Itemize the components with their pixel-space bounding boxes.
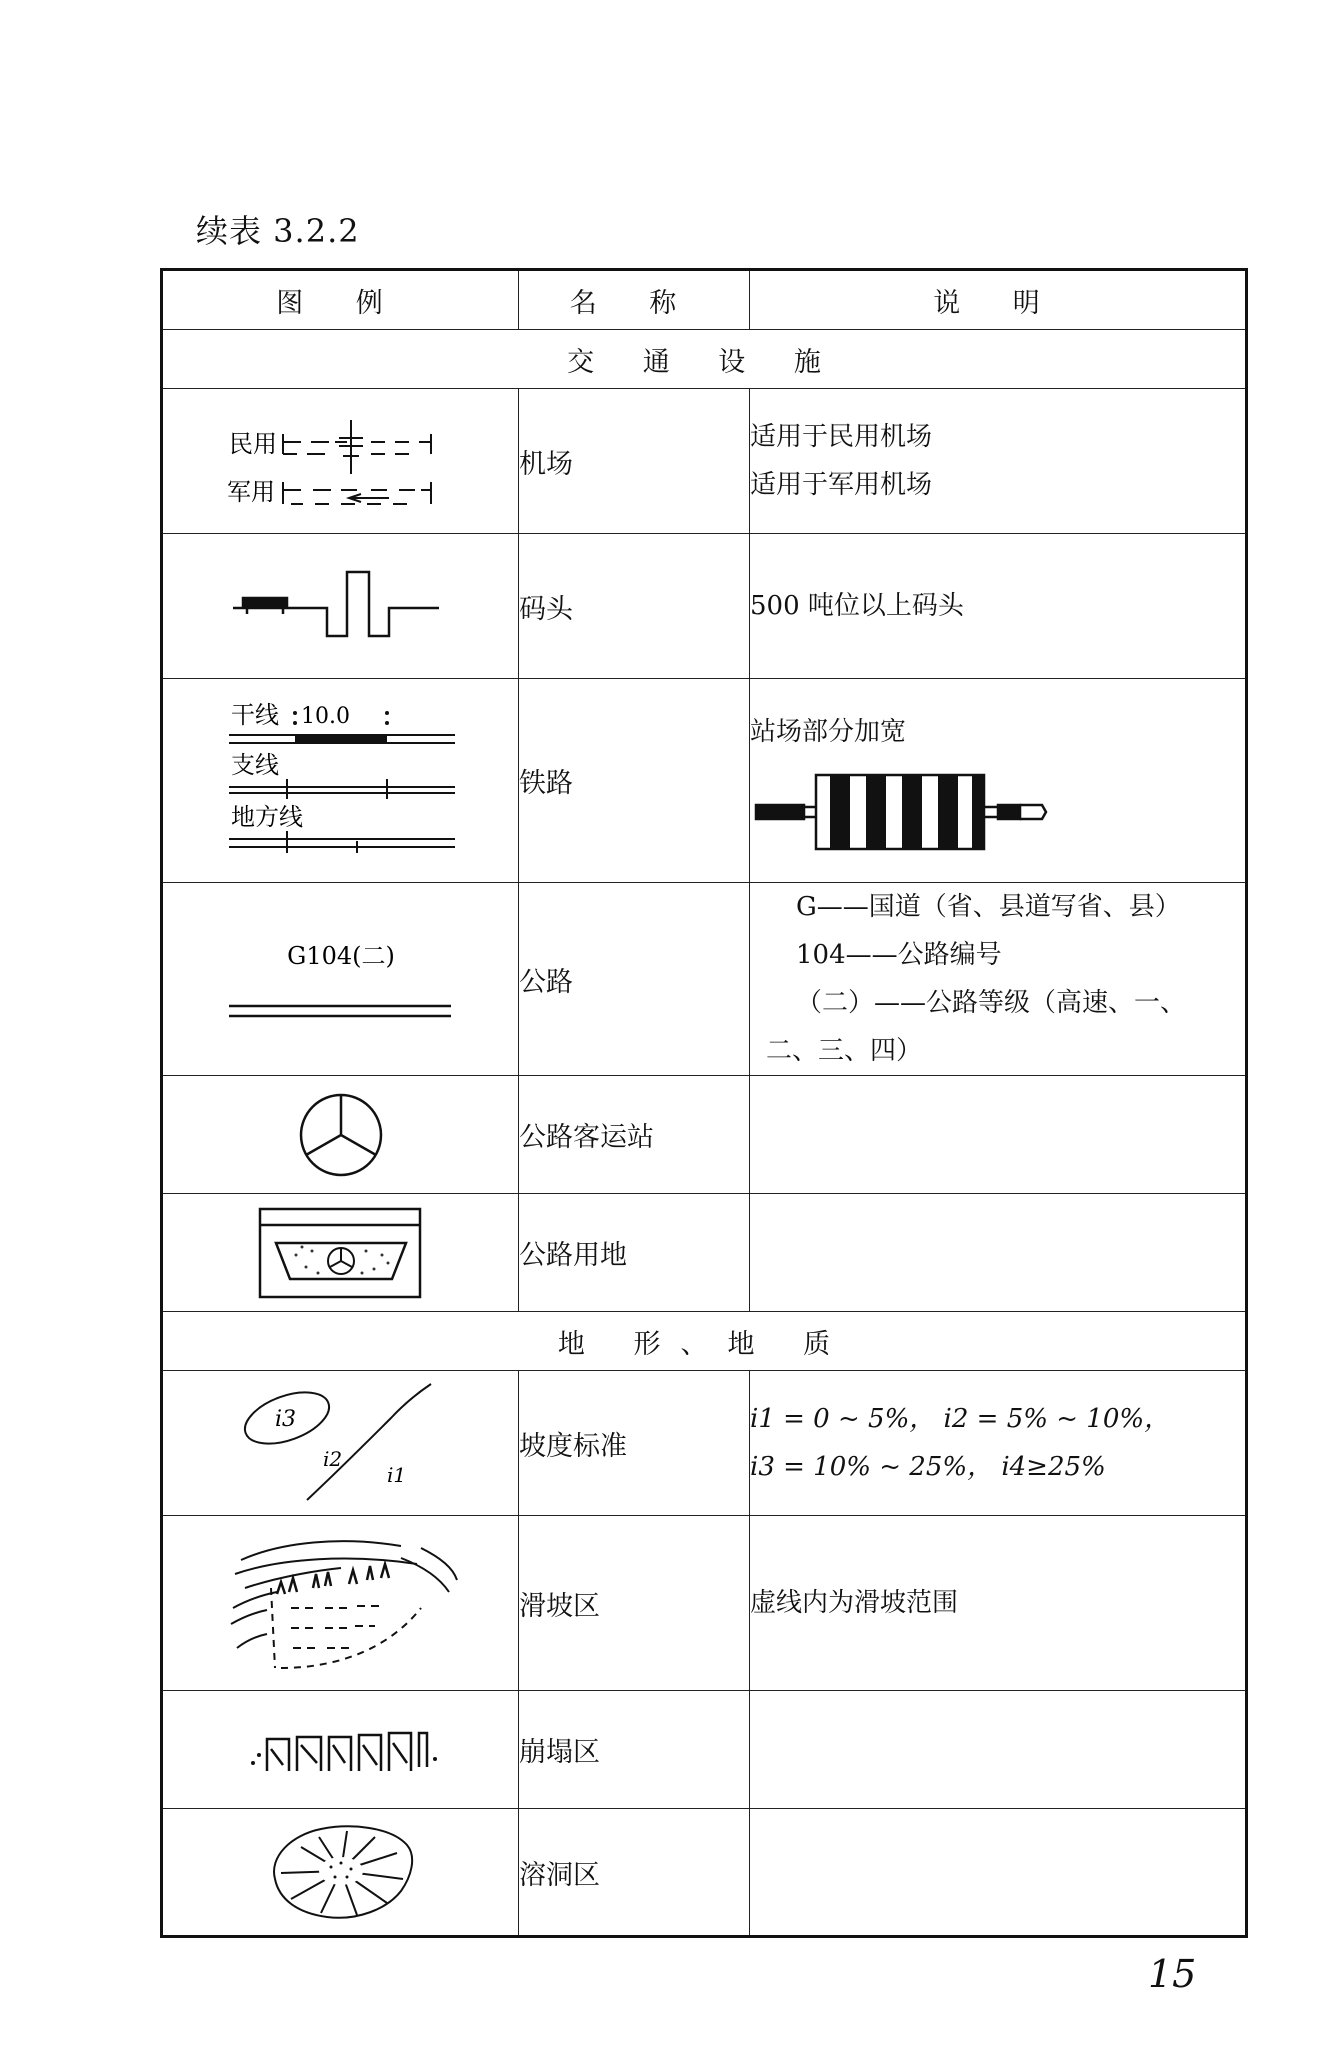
railway-desc: 站场部分加宽 [750,717,907,748]
collapse-name: 崩塌区 [519,1691,750,1809]
table-caption: 续表 3.2.2 [196,212,360,250]
slope-desc-line2: i3 = 10% ~ 25%， i4≥25% [750,1452,1106,1483]
table-row [162,1076,1247,1194]
header-description: 说 明 [750,270,1247,330]
table-row [162,1691,1247,1809]
road-land-name: 公路用地 [519,1194,750,1312]
wharf-description [750,534,1247,679]
landslide-symbol [162,1516,519,1691]
table-row [162,1371,1247,1516]
slope-i3-label: i3 [274,1407,296,1433]
airport-desc-civil: 适用于民用机场 [750,421,933,452]
slope-i1-label: i1 [386,1463,406,1488]
wharf-desc: 500 吨位以上码头 [750,590,964,621]
wharf-symbol [162,534,519,679]
karst-name: 溶洞区 [519,1809,750,1937]
airport-desc-military: 适用于军用机场 [750,470,933,500]
table-row [162,1809,1247,1937]
section-title-transport: 交 通 设 施 [162,330,1247,389]
highway-desc-line1: G——国道（省、县道写省、县） [796,892,1181,922]
road-land-description [750,1194,1247,1312]
landslide-desc: 虚线内为滑坡范围 [750,1588,959,1619]
section-title-terrain: 地 形、地 质 [162,1312,1247,1371]
highway-symbol [162,883,519,1076]
airport-military-label: 军用 [226,478,275,506]
railway-description [750,679,1247,883]
header-row [162,270,1247,330]
station-widening-icon [750,767,1050,857]
airport-symbol [162,389,519,534]
bus-station-description [750,1076,1247,1194]
table-row [162,534,1247,679]
highway-desc-line2: 104——公路编号 [796,940,1002,971]
landslide-description [750,1516,1247,1691]
slope-i2-label: i2 [322,1447,342,1472]
legend-table [160,268,1248,1938]
slope-symbol [162,1371,519,1516]
header-symbol: 图 例 [162,270,519,330]
airport-description [750,389,1247,534]
railway-main-interval: 10.0 [300,703,350,729]
karst-description [750,1809,1247,1937]
bus-station-symbol [162,1076,519,1194]
table-row [162,679,1247,883]
highway-desc-line4: 二、三、四） [766,1036,923,1067]
highway-desc-line3: （二）——公路等级（高速、一、 [796,988,1187,1019]
karst-symbol [162,1809,519,1937]
collapse-description [750,1691,1247,1809]
bus-station-name: 公路客运站 [519,1076,750,1194]
airport-name: 机场 [519,389,750,534]
railway-local-label: 地方线 [230,802,303,831]
railway-name: 铁路 [519,679,750,883]
section-row-terrain [162,1312,1247,1371]
railway-branch-label: 支线 [230,750,279,779]
table-row [162,389,1247,534]
highway-description [750,883,1247,1076]
railway-main-label: 干线 [230,700,279,729]
highway-name: 公路 [519,883,750,1076]
wharf-name: 码头 [519,534,750,679]
slope-description [750,1371,1247,1516]
table-row [162,1194,1247,1312]
header-name: 名 称 [519,270,750,330]
airport-civil-label: 民用 [228,430,277,458]
road-land-symbol [162,1194,519,1312]
page-number: 15 [1148,1952,1197,1996]
highway-code-label: G104(二) [286,942,395,971]
section-row-transport [162,330,1247,389]
railway-symbol [162,679,519,883]
slope-desc-line1: i1 = 0 ~ 5%， i2 = 5% ~ 10%， [750,1404,1171,1435]
landslide-name: 滑坡区 [519,1516,750,1691]
table-row [162,883,1247,1076]
slope-name: 坡度标准 [519,1371,750,1516]
table-row [162,1516,1247,1691]
collapse-symbol [162,1691,519,1809]
